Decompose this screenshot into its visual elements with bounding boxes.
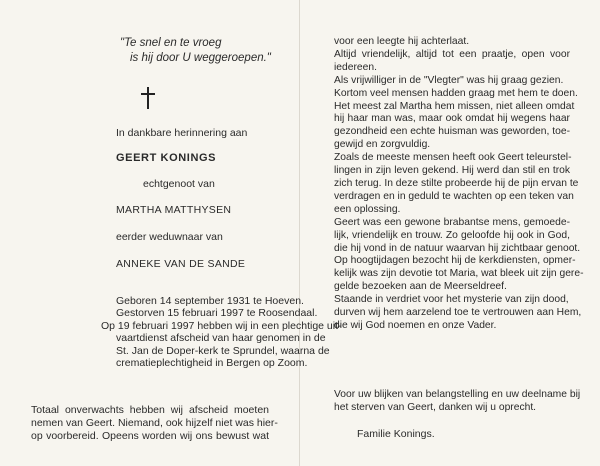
tribute-line: hij haar man was, maar ook omdat hij wegens haar	[334, 113, 570, 125]
farewell-line: nemen van Geert. Niemand, ook hijzelf niet was hier-	[31, 417, 278, 429]
tribute-line: gewijd en zorgvuldig.	[334, 139, 431, 151]
tribute-line: voor een leegte hij achterlaat.	[334, 36, 470, 47]
tribute-line: verdragen en in geduld te wachten op een teken van	[334, 190, 574, 202]
tribute-line: die hij vond in de natuur waarvan hij zichtbaar genoot.	[334, 242, 581, 254]
dedication: In dankbare herinnering aan	[116, 127, 248, 139]
family-signature: Familie Konings.	[357, 428, 435, 440]
life-details	[101, 295, 342, 370]
tribute-line: gelde bezoeken aan de Meerseldreef.	[334, 281, 507, 293]
tribute-line: gezondheid een echte huisman was geworden, toe-	[334, 126, 570, 138]
tribute-line: Op hoogtijdagen bezocht hij de kerkdiensten, opmer-	[334, 255, 576, 267]
spouse-name: MARTHA MATTHYSEN	[116, 204, 232, 216]
thanks-text	[334, 388, 581, 414]
tribute-line: lingen in zijn leven gekend. Hij werd dan stil en trok	[334, 165, 570, 177]
life-line: Gestorven 15 februari 1997 te Roosendaal.	[116, 307, 318, 320]
tribute-line: durven wij hem aarzelend toe te vertrouwen aan Hem,	[334, 307, 582, 319]
husband-of: echtgenoot van	[143, 178, 215, 190]
tribute-text	[334, 36, 584, 333]
thanks-line: Voor uw blijken van belangstelling en uw deelname bij	[334, 389, 581, 400]
farewell-line: Totaal onverwachts hebben wij afscheid moeten	[31, 404, 269, 416]
tribute-line: lijk, vriendelijk en trouw. Zo geloofde hij ook in God,	[334, 229, 570, 241]
tribute-line: Zoals de meeste mensen heeft ook Geert teleurstel-	[334, 152, 572, 164]
tribute-line: Het meest zal Martha hem missen, niet alleen omdat	[334, 100, 575, 112]
quote-line-2: is hij door U weggeroepen."	[130, 52, 271, 64]
opening-quote	[120, 36, 300, 66]
life-line: Geboren 14 september 1931 te Hoeven.	[116, 295, 304, 307]
tribute-line: iedereen.	[334, 61, 377, 73]
first-spouse-name: ANNEKE VAN DE SANDE	[116, 258, 246, 270]
life-line: Op 19 februari 1997 hebben wij in een plechtige uit-	[101, 319, 342, 332]
quote-line-1: "Te snel en te vroeg	[120, 37, 222, 49]
life-line: crematieplechtigheid in Bergen op Zoom.	[116, 357, 308, 370]
tribute-line: zich terug. In deze stilte probeerde hij de pijn ervan te	[334, 177, 579, 189]
thanks-line: het sterven van Geert, danken wij u oprecht.	[334, 402, 537, 413]
tribute-line: een oplossing.	[334, 203, 401, 215]
life-line: vaartdienst afscheid van haar genomen in de	[116, 332, 326, 345]
tribute-line: Als vrijwilliger in de "Vlegter" was hij graag gezien.	[334, 74, 564, 86]
life-line: St. Jan de Doper-kerk te Sprundel, waarna de	[116, 344, 330, 357]
tribute-line: Staande in verdriet voor het mysterie van zijn dood,	[334, 294, 569, 306]
deceased-name: GEERT KONINGS	[116, 152, 217, 164]
tribute-line: Geert was een gewone brabantse mens, gemoede-	[334, 216, 570, 228]
farewell-line: op voorbereid. Opeens worden wij ons bewust wat	[31, 430, 269, 442]
tribute-line: kelijk was zijn devotie tot Maria, wat bleek uit zijn gere-	[334, 268, 584, 280]
tribute-line: die wij God noemen en onze Vader.	[334, 319, 497, 331]
cross-icon	[141, 87, 155, 109]
tribute-line: Kortom veel mensen hadden graag met hem te doen.	[334, 87, 578, 99]
tribute-line: Altijd vriendelijk, altijd tot een praatje, open voor	[334, 48, 570, 60]
widower-of: eerder weduwnaar van	[116, 231, 223, 243]
farewell-text	[31, 404, 278, 443]
